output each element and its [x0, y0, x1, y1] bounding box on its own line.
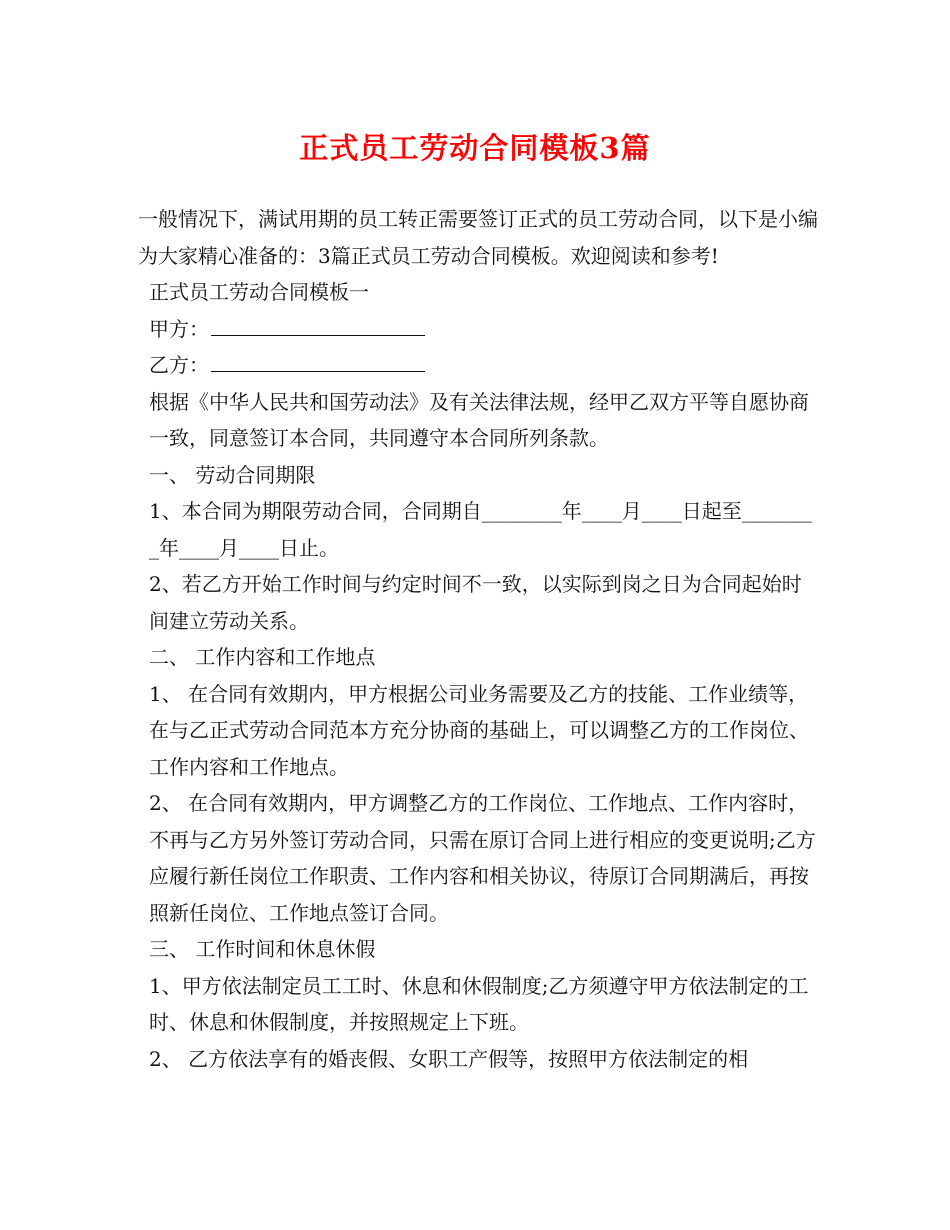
party-a-line	[138, 311, 818, 348]
party-a-label: 甲方：	[149, 316, 209, 341]
document-body	[138, 201, 818, 1077]
section-item: 2、 在合同有效期内，甲方调整乙方的工作岗位、工作地点、工作内容时，不再与乙方另外签订劳动合同，只需在原订合同上进行相应的变更说明;乙方应履行新任岗位工作职责、工作内容和相关协议，待原订合同期满后，再按照新任岗位、工作地点签订合同。	[149, 791, 816, 925]
party-b-blank	[211, 349, 425, 372]
section-item: 2、若乙方开始工作时间与约定时间不一致，以实际到岗之日为合同起始时间建立劳动关系。	[149, 572, 802, 633]
section-heading: 一、 劳动合同期限	[149, 462, 316, 487]
section-heading: 二、 工作内容和工作地点	[149, 645, 376, 669]
section-heading: 三、 工作时间和休息休假	[149, 937, 376, 961]
party-b-label: 乙方：	[149, 353, 209, 377]
party-b-line	[138, 347, 818, 384]
party-a-blank	[211, 313, 425, 336]
document-title: 正式员工劳动合同模板3篇	[299, 131, 651, 165]
section-item: 2、 乙方依法享有的婚丧假、女职工产假等，按照甲方依法制定的相	[149, 1046, 749, 1071]
section-item: 1、本合同为期限劳动合同，合同期自________年____月____日起至________年____月____日止。	[149, 499, 812, 560]
intro-paragraph: 一般情况下，满试用期的员工转正需要签订正式的员工劳动合同，以下是小编为大家精心准备的：3篇正式员工劳动合同模板。欢迎阅读和参考!	[138, 207, 818, 268]
preamble-paragraph: 根据《中华人民共和国劳动法》及有关法律法规，经甲乙双方平等自愿协商一致，同意签订本合同，共同遵守本合同所列条款。	[149, 389, 809, 450]
template-heading: 正式员工劳动合同模板一	[149, 280, 369, 304]
section-item: 1、甲方依法制定员工工时、休息和休假制度;乙方须遵守甲方依法制定的工时、休息和休假制度，并按照规定上下班。	[149, 973, 809, 1034]
section-item: 1、 在合同有效期内，甲方根据公司业务需要及乙方的技能、工作业绩等，在与乙正式劳动合同范本方充分协商的基础上，可以调整乙方的工作岗位、工作内容和工作地点。	[149, 681, 809, 779]
